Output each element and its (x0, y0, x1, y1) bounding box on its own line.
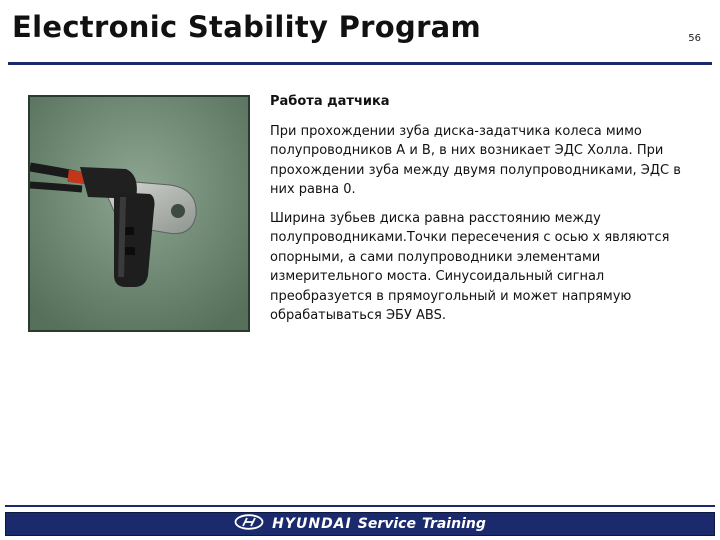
footer-bar (5, 512, 715, 536)
brand-name: HYUNDAI (272, 516, 352, 532)
footer-brand (234, 514, 486, 534)
content-block (270, 92, 690, 335)
brand-service: Service (357, 516, 416, 532)
paragraph: Ширина зубьев диска равна расстоянию между полупроводниками.Точки пересечения с осью х являются опорными, а сами полупроводники элементами измерительного моста. Синусоидальный сигнал преобразуется в прямоугольный и может напрямую обрабатываться ЭБУ ABS. (270, 210, 670, 323)
page-number: 56 (688, 33, 701, 44)
sensor-photo (28, 95, 250, 332)
paragraph: При прохождении зуба диска-задатчика колеса мимо полупроводников А и В, в них возникает ЭДС Холла. При прохождении зуба между двумя полупроводниками, ЭДС в них равна 0. (270, 123, 681, 197)
page-title: Electronic Stability Program (12, 10, 482, 44)
hyundai-logo-icon (234, 514, 264, 534)
brand-training: Training (421, 516, 486, 532)
section-heading: Работа датчика (270, 94, 390, 109)
footer-divider (5, 505, 715, 507)
title-divider (8, 62, 712, 65)
